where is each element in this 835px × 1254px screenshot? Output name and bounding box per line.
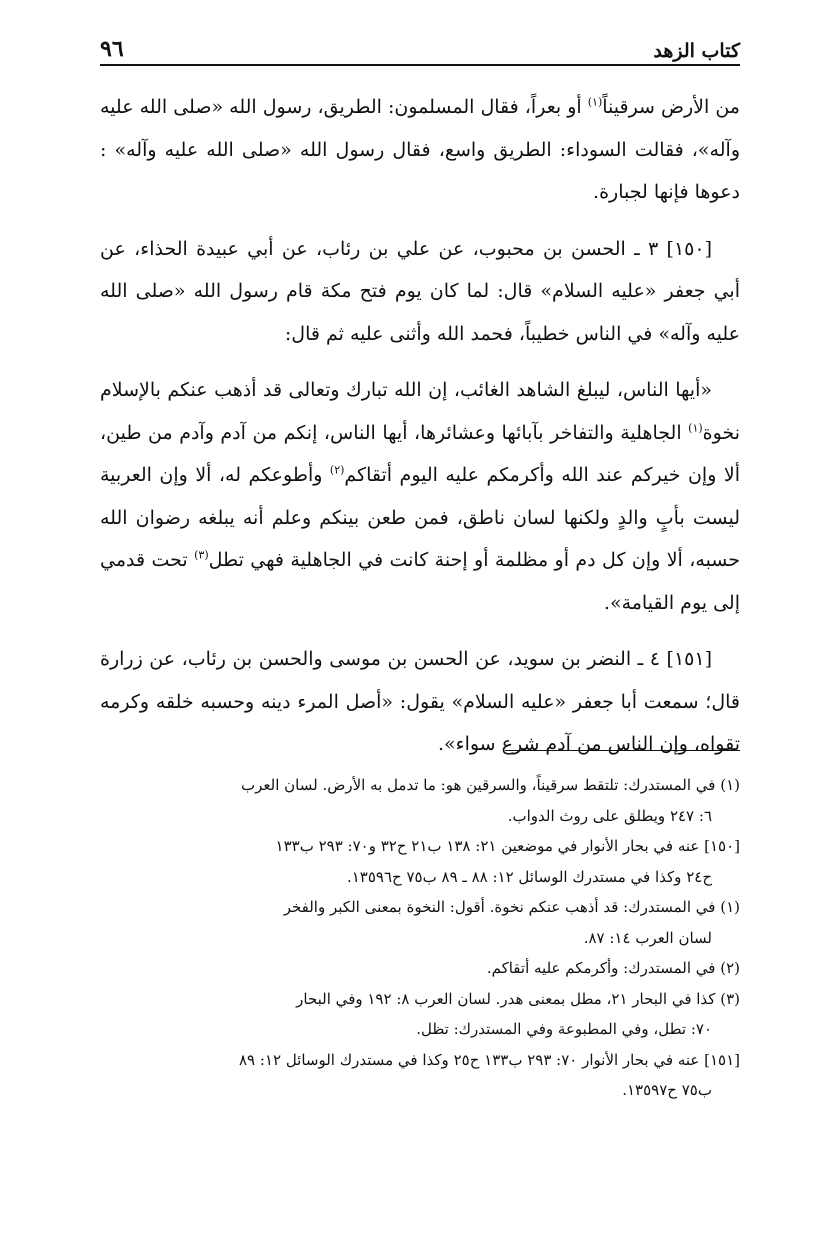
paragraph-3: «أيها الناس، ليبلغ الشاهد الغائب، إن الله تبارك وتعالى قد أذهب عنكم بالإسلام نخوة$^{(١)}$ الجاهلية والتفاخر بآبائها وعشائرها، أيها الناس، إنكم من آدم وآدم من طين، ألا وإن خيركم عند الله وأكرمكم عليه اليوم أتقاكم$^{(٢)}$ وأطوعكم له، ألا وإن العربية ليست بأبٍ والدٍ ولكنها لسان ناطق، فمن طعن بينكم وعلم أنه يبلغه رضوان الله حسبه، ألا وإن كل دم أو مظلمة أو إحنة كانت في الجاهلية فهي تطل$^{(٣)}$ تحت قدمي إلى يوم القيامة».	[100, 379, 740, 614]
paragraph-4: [١٥١] ٤ ـ النضر بن سويد، عن الحسن بن موسى والحسن بن رئاب، عن زرارة قال؛ سمعت أبا جعفر «عليه السلام» يقول: «أصل المرء دينه وحسبه خلقه وكرمه تقواه، وإن الناس من آدم شرع سواء».	[100, 648, 740, 755]
footnotes	[100, 770, 740, 1106]
footnote-marker: (١)	[688, 421, 703, 435]
footnote-item: (٣) كذا في البحار ٢١، مطل بمعنى هدر. لسان العرب ٨: ١٩٢ وفي البحار ٧٠: تطل، وفي المطبوعة وفي المستدرك: تظل.	[296, 989, 740, 1038]
footnote-item: [١٥٠] عنه في بحار الأنوار في موضعين ٢١: ١٣٨ ب٢١ ح٣٢ و٧٠: ٢٩٣ ب١٣٣ ح٢٤ وكذا في مستدرك الوسائل ١٢: ٨٨ ـ ٨٩ ب٧٥ ح١٣٥٩٦.	[275, 837, 740, 886]
footnote-marker: (٢)	[329, 463, 345, 477]
footnote-item: [١٥١] عنه في بحار الأنوار ٧٠: ٢٩٣ ب١٣٣ ح٢٥ وكذا في مستدرك الوسائل ١٢: ٨٩ ب٧٥ ح١٣٥٩٧.	[238, 1050, 740, 1099]
page-number: ٩٦	[100, 36, 124, 62]
footnote-marker: (١)	[587, 95, 603, 109]
footnote-rule	[505, 750, 740, 751]
footnote-item: (١) في المستدرك: قد أذهب عنكم نخوة. أقول: النخوة بمعنى الكبر والفخر لسان العرب ١٤: ٨٧.	[283, 898, 740, 947]
header-rule	[100, 64, 740, 66]
running-header	[100, 28, 740, 62]
main-text	[100, 86, 740, 780]
footnote-item: (٢) في المستدرك: وأكرمكم عليه أتقاكم.	[486, 959, 740, 977]
paragraph-1: من الأرض سرقيناً$^{(١)}$ أو بعراً، فقال المسلمون: الطريق، رسول الله «صلى الله عليه وآله»، فقالت السوداء: الطريق واسع، فقال رسول الله «صلى الله عليه وآله» : دعوها فإنها لجبارة.	[100, 95, 740, 203]
book-title: كتاب الزهد	[653, 40, 740, 62]
paragraph-2: [١٥٠] ٣ ـ الحسن بن محبوب، عن علي بن رئاب، عن أبي عبيدة الحذاء، عن أبي جعفر «عليه السلام» قال: لما كان يوم فتح مكة قام رسول الله «صلى الله عليه وآله» في الناس خطيباً، فحمد الله وأثنى عليه ثم قال:	[100, 237, 740, 345]
footnote-item: (١) في المستدرك: تلتقط سرقيناً، والسرقين هو: ما تدمل به الأرض. لسان العرب ٦: ٢٤٧ ويطلق على روث الدواب.	[241, 776, 740, 825]
footnote-marker: (٣)	[194, 548, 209, 562]
